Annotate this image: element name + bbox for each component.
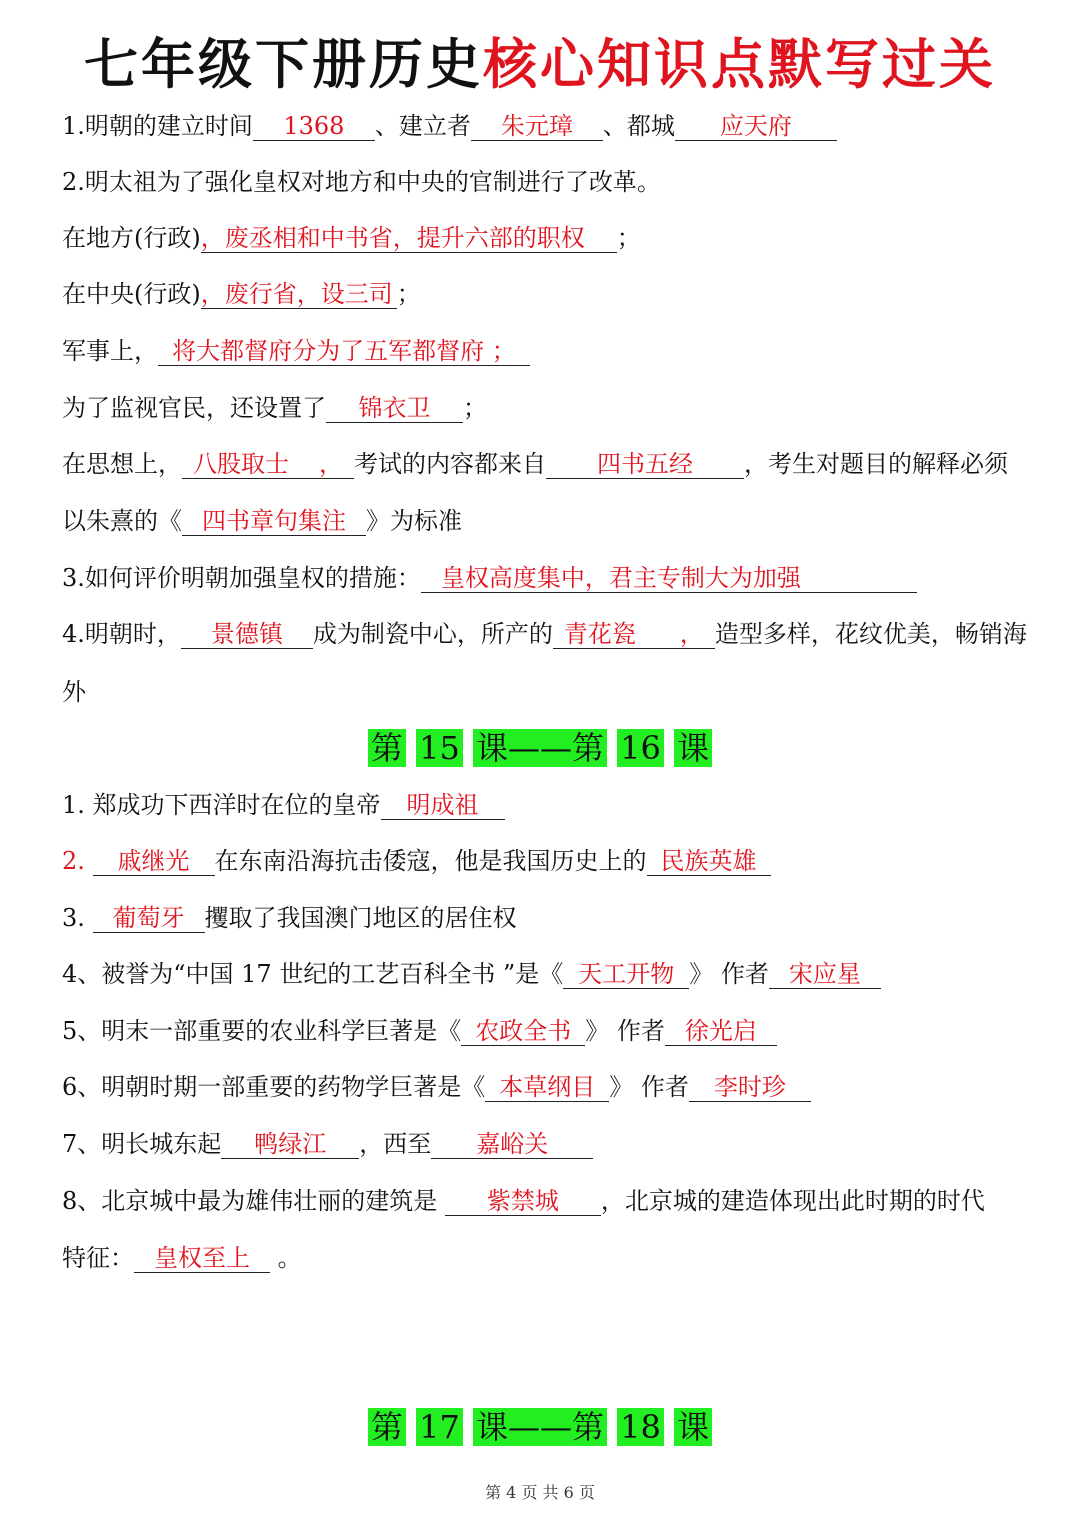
s5-prefix: 5、明末一部重要的农业科学巨著是《: [62, 1017, 462, 1045]
s4-answer-book: 天工开物: [563, 960, 689, 989]
s5-answer-author: 徐光启: [665, 1017, 777, 1046]
s6-prefix: 6、明朝时期一部重要的药物学巨著是《: [62, 1073, 486, 1101]
q1-answer-capital: 应天府: [675, 112, 837, 141]
q2-local-suffix: ；: [616, 224, 641, 252]
question-3: [62, 562, 1020, 594]
s5-mid: 》 作者: [585, 1017, 665, 1045]
q2-thought-a1-tail: ，: [319, 450, 343, 478]
q4-answer-1: 景德镇: [181, 620, 313, 649]
s1-prefix: 1. 郑成功下西洋时在位的皇帝: [62, 791, 381, 819]
s3-answer: 葡萄牙: [93, 904, 205, 933]
section2-part2: 课——第: [473, 1408, 607, 1446]
section-heading-17-18: [0, 1405, 1080, 1449]
section1-question-8-cont: [62, 1242, 1020, 1274]
question-1: [62, 110, 1020, 142]
s8-cont-answer: 皇权至上: [134, 1244, 270, 1273]
s6-answer-book: 本草纲目: [485, 1073, 609, 1102]
section1-num2: 16: [617, 729, 664, 767]
section1-question-6: [62, 1071, 1020, 1103]
question-2: [62, 166, 1020, 198]
section2-num2: 18: [617, 1408, 664, 1446]
q2-monitor-suffix: ；: [463, 394, 487, 422]
s4-prefix: 4、被誉为“中国 17 世纪的工艺百科全书 ”是《: [62, 960, 564, 988]
s8-cont-prefix: 特征：: [62, 1244, 134, 1272]
section1-num1: 15: [416, 729, 463, 767]
q1-answer-year: 1368: [253, 112, 375, 141]
q2-thought-a1-text: 八股取士: [193, 450, 289, 478]
q2-thought-suffix: ，考生对题目的解释必须: [744, 450, 1008, 478]
section1-question-5: [62, 1015, 1020, 1047]
q2-thought2-suffix: 》为标准: [366, 507, 462, 535]
s3-num: 3.: [62, 904, 93, 932]
s7-prefix: 7、明长城东起: [62, 1130, 222, 1158]
q2-thought-answer-1: [182, 450, 354, 479]
q4-answer-2: [553, 620, 715, 649]
question-4: [62, 618, 1027, 650]
section1-question-2: [62, 845, 1020, 877]
s8-suffix: ，北京城的建造体现出此时期的时代: [600, 1187, 985, 1215]
q2-central-answer: ，废行省，设三司: [201, 280, 397, 309]
q4-mid: 成为制瓷中心，所产的: [312, 620, 553, 648]
q2-monitor-prefix: 为了监视官民，还设置了: [62, 394, 326, 422]
section1-part2: 课——第: [473, 729, 607, 767]
q2-central-suffix: ；: [396, 280, 421, 308]
title-black-part: 七年级下册历史: [84, 33, 483, 96]
section1-part1: 第: [368, 729, 406, 767]
s6-mid: 》 作者: [609, 1073, 689, 1101]
q2-thought-mid: 考试的内容都来自: [354, 450, 546, 478]
q2-local-prefix: 在地方(行政): [62, 224, 201, 252]
section1-question-8: [62, 1185, 1020, 1217]
s6-answer-author: 李时珍: [689, 1073, 811, 1102]
s7-answer-west: 嘉峪关: [431, 1130, 593, 1159]
s4-answer-author: 宋应星: [769, 960, 881, 989]
q2-military-answer: 将大都督府分为了五军都督府 ；: [158, 337, 530, 366]
page-footer: 第 4 页 共 6 页: [485, 1483, 595, 1502]
q2-local-answer: ，废丞相和中书省，提升六部的职权: [201, 224, 617, 253]
q1-prefix: 1.明朝的建立时间: [62, 112, 253, 140]
q2-monitor-answer: 锦衣卫: [326, 394, 463, 423]
q4-prefix: 4.明朝时，: [62, 620, 181, 648]
page-title: [0, 30, 1080, 100]
q4-a2-text: 青花瓷: [563, 620, 636, 648]
q2-military-prefix: 军事上，: [62, 337, 158, 365]
q1-mid2: 、都城: [602, 112, 675, 140]
q2-thought2-answer: 四书章句集注: [182, 507, 366, 536]
s2-mid: 在东南沿海抗击倭寇，他是我国历史上的: [214, 847, 647, 875]
s8-cont-suffix: 。: [270, 1244, 302, 1272]
section1-question-7: [62, 1128, 1020, 1160]
q4-cont-text: 外: [62, 678, 86, 706]
question-2-military: [62, 335, 1020, 367]
question-2-local: [62, 222, 1020, 254]
question-2-thought-cont: [62, 505, 1020, 537]
q4-suffix: 造型多样，花纹优美，畅销海: [714, 620, 1027, 648]
s4-mid: 》 作者: [689, 960, 769, 988]
q3-prefix: 3.如何评价明朝加强皇权的措施：: [62, 564, 421, 592]
s2-answer-1: 戚继光: [93, 847, 215, 876]
s1-answer: 明成祖: [381, 791, 505, 820]
q2-thought-prefix: 在思想上，: [62, 450, 182, 478]
s8-answer: 紫禁城: [445, 1187, 601, 1216]
section-heading-15-16: [0, 726, 1080, 770]
section2-part3: 课: [674, 1408, 712, 1446]
s8-prefix: 8、北京城中最为雄伟壮丽的建筑是: [62, 1187, 445, 1215]
s2-answer-2: 民族英雄: [647, 847, 771, 876]
section2-part1: 第: [368, 1408, 406, 1446]
question-4-cont: [62, 676, 1020, 708]
s5-answer-book: 农政全书: [461, 1017, 585, 1046]
s7-mid: ，西至: [359, 1130, 432, 1158]
s3-suffix: 攫取了我国澳门地区的居住权: [204, 904, 517, 932]
section2-num1: 17: [416, 1408, 463, 1446]
question-2-thought: [62, 448, 1020, 480]
question-2-central: [62, 278, 1020, 310]
q2-central-prefix: 在中央(行政): [62, 280, 201, 308]
s7-answer-east: 鸭绿江: [221, 1130, 359, 1159]
question-2-monitor: [62, 392, 1020, 424]
q2-text: 2.明太祖为了强化皇权对地方和中央的官制进行了改革。: [62, 168, 661, 196]
title-red-part: 核心知识点默写过关: [483, 33, 996, 96]
q4-a2-tail: ，: [679, 620, 704, 648]
s2-num: 2.: [62, 847, 93, 875]
q1-mid1: 、建立者: [374, 112, 471, 140]
q3-answer: 皇权高度集中，君主专制大为加强: [421, 564, 917, 593]
section1-question-4: [62, 958, 1020, 990]
section1-question-1: [62, 789, 1020, 821]
q1-answer-founder: 朱元璋: [471, 112, 603, 141]
q2-thought-answer-2: 四书五经: [546, 450, 744, 479]
section1-question-3: [62, 902, 1020, 934]
q2-thought2-prefix: 以朱熹的《: [62, 507, 182, 535]
section1-part3: 课: [674, 729, 712, 767]
